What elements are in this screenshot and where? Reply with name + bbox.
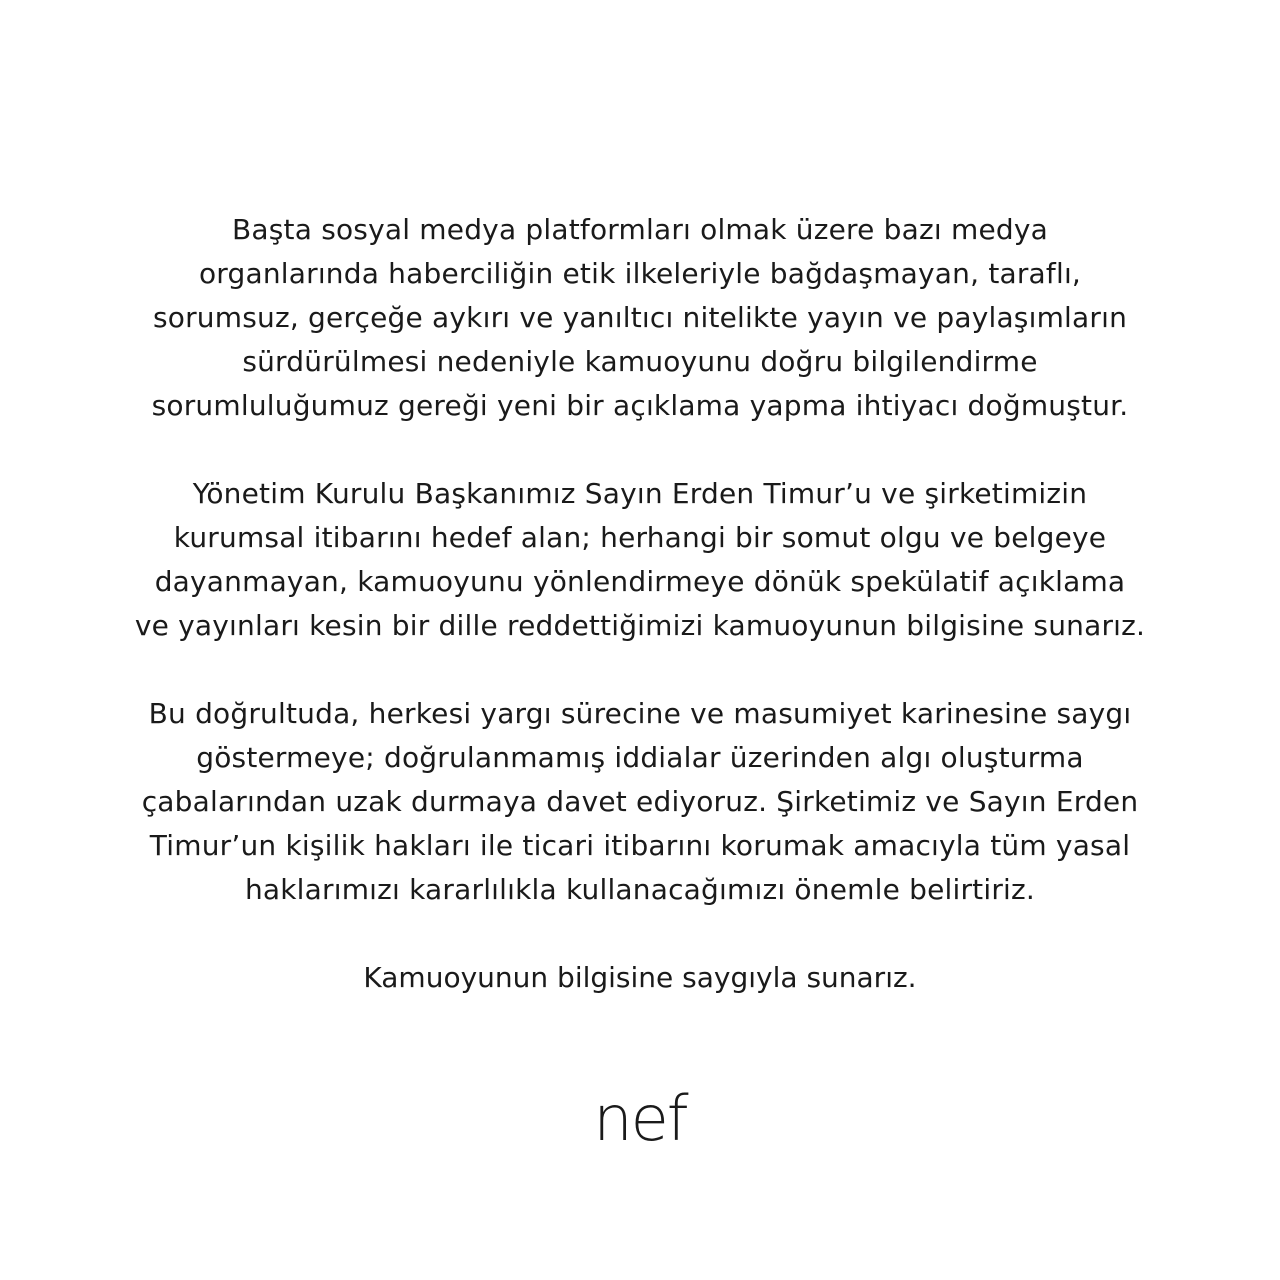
press-statement (110, 208, 1170, 1000)
statement-line: sorumsuz, gerçeğe aykırı ve yanıltıcı nitelikte yayın ve paylaşımların (152, 301, 1128, 334)
statement-closing: Kamuoyunun bilgisine saygıyla sunarız. (363, 961, 917, 994)
statement-line: Başta sosyal medya platformları olmak üzere bazı medya (232, 213, 1048, 246)
statement-line: sorumluluğumuz gereği yeni bir açıklama yapma ihtiyacı doğmuştur. (151, 389, 1129, 422)
statement-line: ve yayınları kesin bir dille reddettiğimizi kamuoyunun bilgisine sunarız. (134, 609, 1146, 642)
statement-line: organlarında haberciliğin etik ilkeleriyle bağdaşmayan, taraflı, (198, 257, 1082, 290)
statement-line: sürdürülmesi nedeniyle kamuoyunu doğru bilgilendirme (242, 345, 1038, 378)
statement-line: Yönetim Kurulu Başkanımız Sayın Erden Timur’u ve şirketimizin (192, 477, 1088, 510)
statement-line: Timur’un kişilik hakları ile ticari itibarını korumak amacıyla tüm yasal (149, 829, 1131, 862)
statement-line: haklarımızı kararlılıkla kullanacağımızı önemle belirtiriz. (244, 873, 1036, 906)
statement-line: dayanmayan, kamuoyunu yönlendirmeye dönük spekülatif açıklama (154, 565, 1126, 598)
statement-line: çabalarından uzak durmaya davet ediyoruz. Şirketimiz ve Sayın Erden (141, 785, 1139, 818)
statement-paragraph-2 (110, 472, 1170, 648)
statement-paragraph-3 (110, 692, 1170, 912)
statement-line: göstermeye; doğrulanmamış iddialar üzerinden algı oluşturma (196, 741, 1084, 774)
statement-line: Bu doğrultuda, herkesi yargı sürecine ve masumiyet karinesine saygı (148, 697, 1132, 730)
statement-paragraph-1 (110, 208, 1170, 428)
nef-logo: nef (593, 1082, 687, 1155)
statement-line: kurumsal itibarını hedef alan; herhangi bir somut olgu ve belgeye (173, 521, 1107, 554)
